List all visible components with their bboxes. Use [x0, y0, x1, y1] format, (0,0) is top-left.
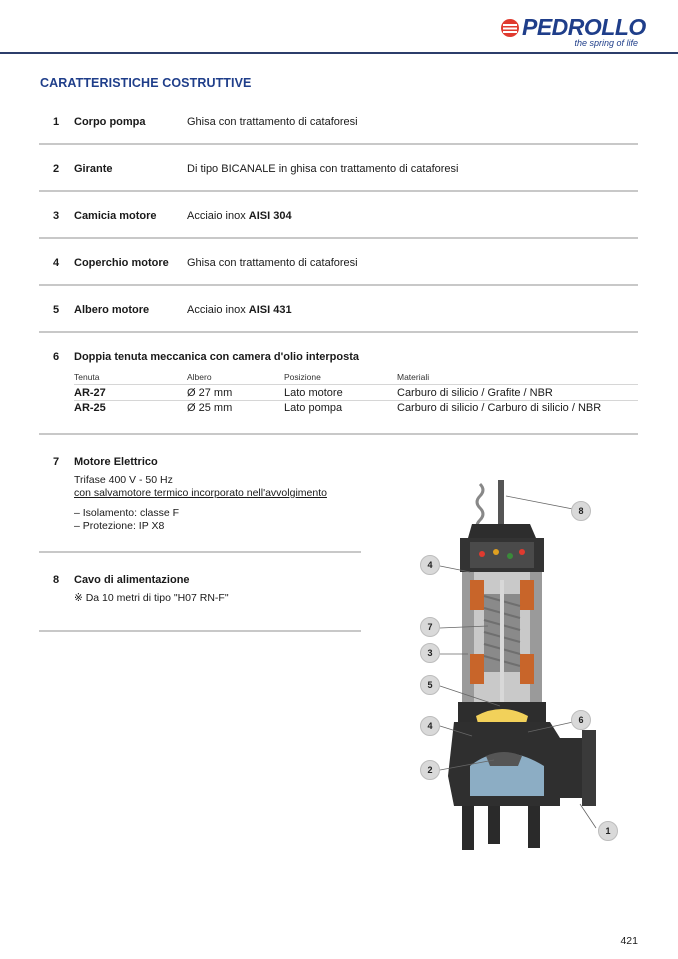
brand-tagline: the spring of life [574, 38, 638, 48]
motor-line: – Protezione: IP X8 [74, 520, 165, 532]
motor-line: con salvamotore termico incorporato nell'avvolgimento [74, 487, 327, 499]
callout-2: 2 [420, 760, 440, 780]
divider [39, 331, 638, 333]
seal-header-posizione: Posizione [284, 372, 321, 382]
seal-cell: AR-27 [74, 387, 106, 399]
seal-header-albero: Albero [187, 372, 212, 382]
spec-number: 1 [53, 116, 60, 128]
seal-header-tenuta: Tenuta [74, 372, 100, 382]
pedrollo-logo [500, 14, 646, 50]
seal-cell: Ø 27 mm [187, 387, 233, 399]
table-rule [74, 400, 638, 401]
callout-7: 7 [420, 617, 440, 637]
callout-5: 5 [420, 675, 440, 695]
divider [39, 284, 638, 286]
spec-name: Coperchio motore [74, 257, 169, 269]
spec-desc: Ghisa con trattamento di cataforesi [187, 116, 358, 128]
callout-8: 8 [571, 501, 591, 521]
callout-3: 3 [420, 643, 440, 663]
spec-name: Girante [74, 163, 113, 175]
spec-name: Corpo pompa [74, 116, 146, 128]
spec-number: 3 [53, 210, 60, 222]
spec-desc: Acciaio inox AISI 304 [187, 210, 292, 222]
seal-cell: Lato pompa [284, 402, 343, 414]
table-rule [74, 384, 638, 385]
page-number: 421 [620, 935, 638, 947]
seal-cell: Carburo di silicio / Grafite / NBR [397, 387, 553, 399]
header-rule [0, 52, 678, 54]
spec-number: 2 [53, 163, 60, 175]
seal-cell: AR-25 [74, 402, 106, 414]
cable-line: ※ Da 10 metri di tipo "H07 RN-F" [74, 592, 229, 604]
divider [39, 143, 638, 145]
spec-desc: Ghisa con trattamento di cataforesi [187, 257, 358, 269]
logo-mark-icon [500, 18, 520, 38]
spec-name: Cavo di alimentazione [74, 574, 190, 586]
divider [39, 433, 638, 435]
spec-name: Doppia tenuta meccanica con camera d'olio interposta [74, 351, 360, 363]
seal-header-materiali: Materiali [397, 372, 430, 382]
divider [39, 190, 638, 192]
spec-number: 4 [53, 257, 60, 269]
divider [39, 551, 361, 553]
callout-4-bottom: 4 [420, 716, 440, 736]
pump-cutaway-illustration [410, 476, 620, 860]
spec-name: Albero motore [74, 304, 150, 316]
seal-cell: Carburo di silicio / Carburo di silicio / NBR [397, 402, 602, 414]
divider [39, 237, 638, 239]
spec-number: 6 [53, 351, 60, 363]
spec-desc: Acciaio inox AISI 431 [187, 304, 292, 316]
motor-line: Trifase 400 V - 50 Hz [74, 474, 173, 486]
callout-4-top: 4 [420, 555, 440, 575]
section-title: CARATTERISTICHE COSTRUTTIVE [40, 76, 252, 90]
callout-6: 6 [571, 710, 591, 730]
callout-1: 1 [598, 821, 618, 841]
spec-name: Motore Elettrico [74, 456, 158, 468]
spec-desc: Di tipo BICANALE in ghisa con trattamento di cataforesi [187, 163, 459, 175]
spec-number: 5 [53, 304, 60, 316]
divider [39, 630, 361, 632]
motor-line: – Isolamento: classe F [74, 507, 180, 519]
spec-number: 7 [53, 456, 60, 468]
brand-name: PEDROLLO [522, 14, 646, 40]
spec-name: Camicia motore [74, 210, 157, 222]
seal-cell: Lato motore [284, 387, 343, 399]
seal-cell: Ø 25 mm [187, 402, 233, 414]
spec-number: 8 [53, 574, 60, 586]
